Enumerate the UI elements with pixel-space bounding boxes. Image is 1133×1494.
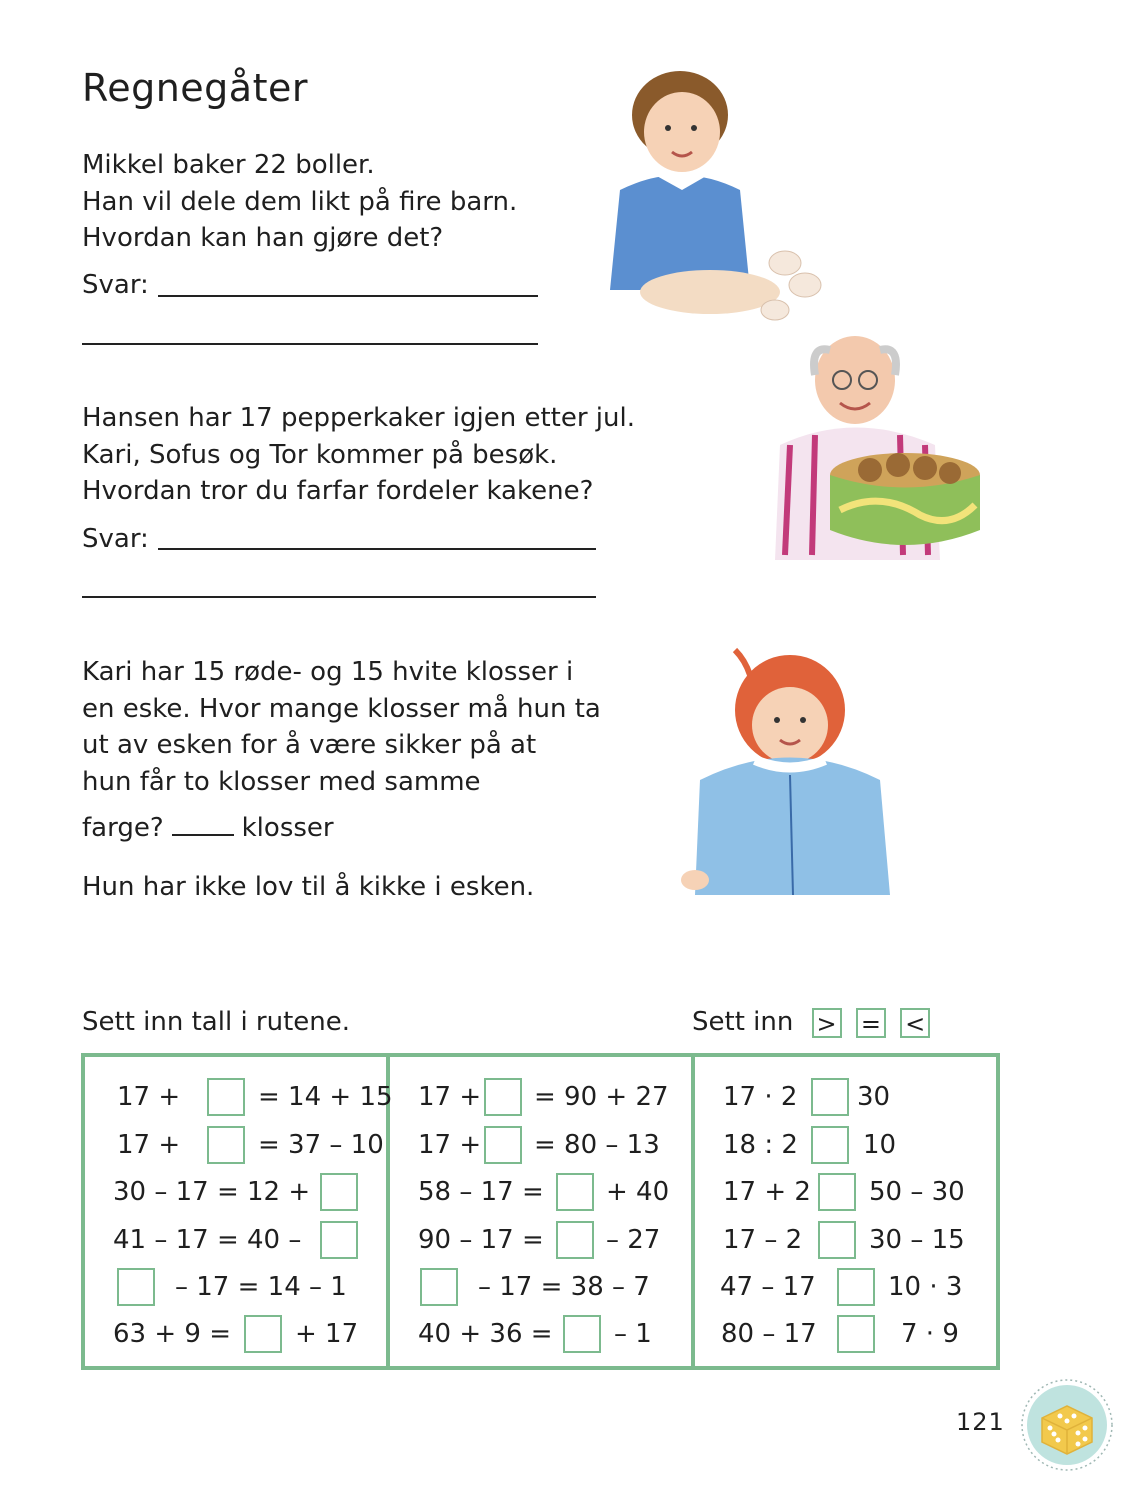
page-number: 121 — [956, 1408, 1005, 1436]
col1-row-4: 41 – 17 = 40 – — [113, 1222, 383, 1258]
answer-box[interactable] — [484, 1078, 522, 1116]
puzzle-1-answer-label: Svar: — [82, 270, 149, 300]
answer-box[interactable] — [117, 1268, 155, 1306]
col3-row-3: 17 + 2 50 – 30 — [723, 1174, 993, 1210]
answer-box[interactable] — [320, 1221, 358, 1259]
puzzle-1-answer-line-2[interactable] — [82, 343, 538, 345]
col2-row-6: 40 + 36 = – 1 — [418, 1316, 688, 1352]
puzzle-2-answer-label: Svar: — [82, 524, 149, 554]
answer-box[interactable] — [484, 1126, 522, 1164]
col2-row-1: 17 + = 90 + 27 — [418, 1079, 688, 1115]
symbol-less: < — [900, 1008, 930, 1038]
col1-row-6: 63 + 9 = + 17 — [113, 1316, 383, 1352]
puzzle-3-answer-prefix: farge? — [82, 813, 164, 843]
col1-row-1: 17 + = 14 + 15 — [113, 1079, 383, 1115]
boy-baking-illustration — [580, 60, 840, 330]
exercise-right-label: Sett inn — [692, 1007, 794, 1037]
puzzle-3-answer-row — [82, 812, 334, 843]
answer-box[interactable] — [207, 1126, 245, 1164]
dice-icon — [1020, 1378, 1114, 1472]
puzzle-1-answer-line-1[interactable] — [158, 295, 538, 297]
answer-box[interactable] — [556, 1173, 594, 1211]
puzzle-3-text: Kari har 15 røde- og 15 hvite klosser i en eske. Hvor mange klosser må hun ta ut av esken for å være sikker på at hun får to klosser med samme — [82, 657, 601, 797]
answer-box[interactable] — [420, 1268, 458, 1306]
col3-row-5: 47 – 17 10 · 3 — [723, 1269, 993, 1305]
exercise-table — [81, 1053, 1000, 1370]
puzzle-3-answer-blank[interactable] — [172, 812, 234, 836]
puzzle-2-answer-line-1[interactable] — [158, 548, 596, 550]
col3-row-6: 80 – 17 7 · 9 — [723, 1316, 993, 1352]
answer-box[interactable] — [207, 1078, 245, 1116]
compare-box[interactable] — [818, 1173, 856, 1211]
puzzle-3-answer-suffix: klosser — [241, 813, 334, 843]
exercise-left-label: Sett inn tall i rutene. — [82, 1007, 351, 1037]
answer-box[interactable] — [320, 1173, 358, 1211]
compare-box[interactable] — [837, 1268, 875, 1306]
col2-row-5: – 17 = 38 – 7 — [418, 1269, 688, 1305]
col3-row-1: 17 · 2 30 — [723, 1079, 993, 1115]
puzzle-2-answer-line-2[interactable] — [82, 596, 596, 598]
col2-row-4: 90 – 17 = – 27 — [418, 1222, 688, 1258]
exercise-right-label-row — [692, 1007, 930, 1038]
girl-red-hair-illustration — [675, 640, 905, 910]
col2-row-3: 58 – 17 = + 40 — [418, 1174, 688, 1210]
answer-box[interactable] — [244, 1315, 282, 1353]
col1-row-5: – 17 = 14 – 1 — [113, 1269, 383, 1305]
col2-row-2: 17 + = 80 – 13 — [418, 1127, 688, 1163]
symbol-equal: = — [856, 1008, 886, 1038]
symbol-greater: > — [812, 1008, 842, 1038]
table-divider-2 — [691, 1057, 695, 1366]
grandfather-cookies-illustration — [770, 325, 985, 560]
answer-box[interactable] — [556, 1221, 594, 1259]
compare-box[interactable] — [818, 1221, 856, 1259]
puzzle-3-note: Hun har ikke lov til å kikke i esken. — [82, 872, 535, 902]
puzzle-1-text: Mikkel baker 22 boller. Han vil dele dem likt på fire barn. Hvordan kan han gjøre det? — [82, 150, 518, 253]
page-title: Regnegåter — [82, 66, 308, 110]
col1-row-3: 30 – 17 = 12 + — [113, 1174, 383, 1210]
compare-box[interactable] — [811, 1126, 849, 1164]
col1-row-2: 17 + = 37 – 10 — [113, 1127, 383, 1163]
col3-row-2: 18 : 2 10 — [723, 1127, 993, 1163]
col3-row-4: 17 – 2 30 – 15 — [723, 1222, 993, 1258]
compare-box[interactable] — [811, 1078, 849, 1116]
answer-box[interactable] — [563, 1315, 601, 1353]
puzzle-2-text: Hansen har 17 pepperkaker igjen etter jul. Kari, Sofus og Tor kommer på besøk. Hvordan tror du farfar fordeler kakene? — [82, 403, 635, 506]
compare-box[interactable] — [837, 1315, 875, 1353]
